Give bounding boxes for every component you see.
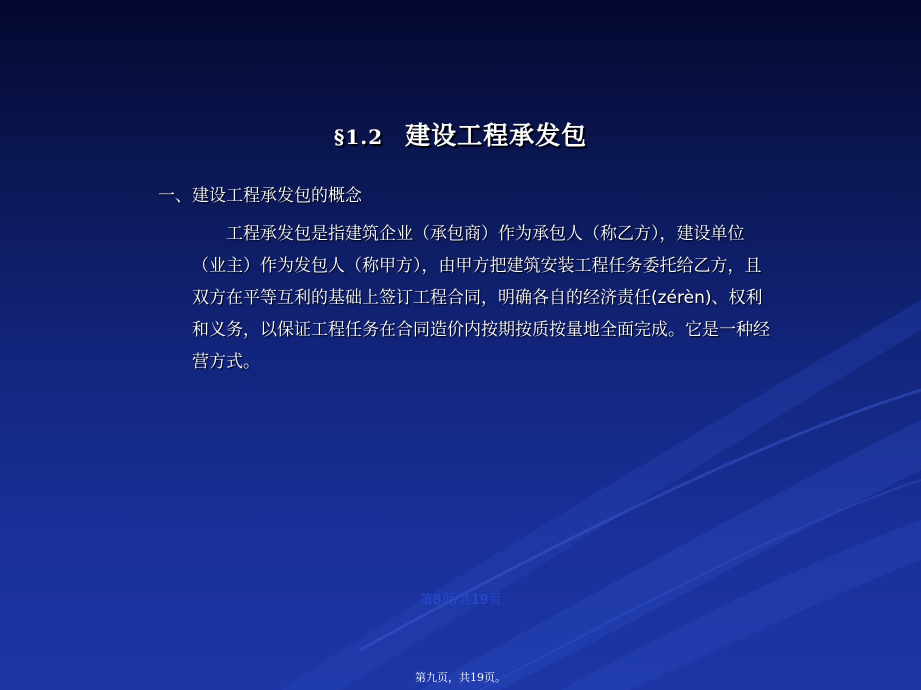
section-number: §1.2: [333, 125, 384, 149]
slide-title-text: 建设工程承发包: [405, 121, 588, 150]
body-paragraph: 工程承发包是指建筑企业（承包商）作为承包人（称乙方），建设单位（业主）作为发包人（称甲方），由甲方把建筑安装工程任务委托给乙方，且双方在平等互利的基础上签订工程合同，明确各自的经济责任(zérèn)、权利和义务，以保证工程任务在合同造价内按期按质按量地全面完成。它是一种经营方式。: [192, 224, 770, 372]
body-paragraph-container: [192, 218, 770, 378]
section-heading: 一、建设工程承发包的概念: [158, 186, 362, 206]
page-counter: 第8页/共19页: [419, 593, 502, 608]
slide-title: [0, 116, 921, 152]
footer-page-number: 第九页，共19页。: [415, 671, 506, 684]
